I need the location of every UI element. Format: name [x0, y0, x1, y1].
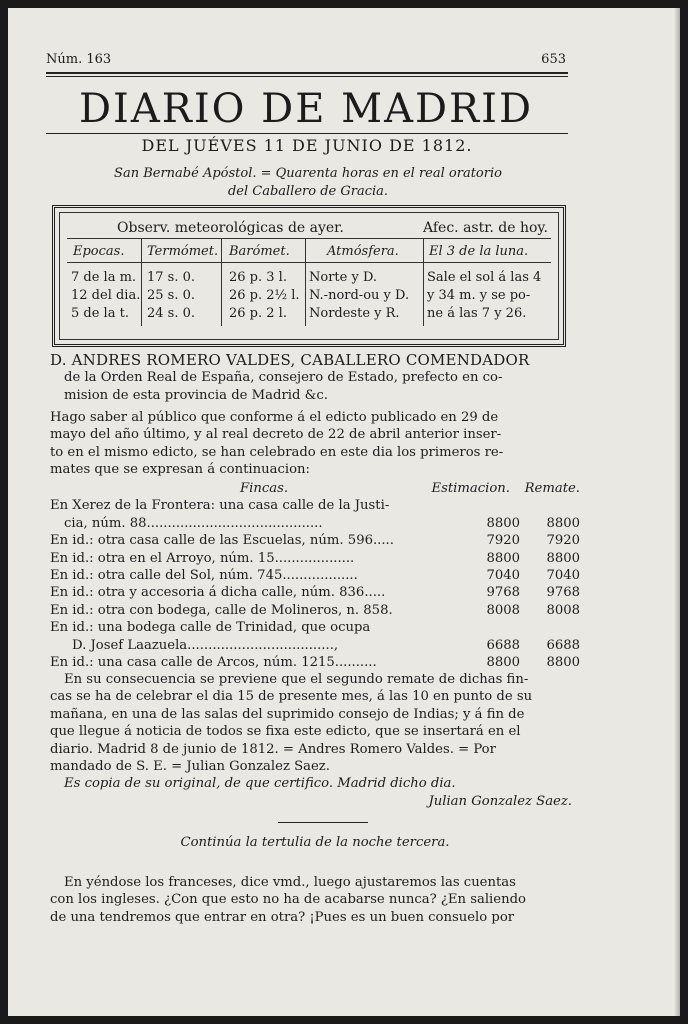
col-luna: El 3 de la luna.	[429, 244, 529, 259]
property-estimate: 8800	[486, 654, 520, 670]
text-line: mandado de S. E. = Julian Gonzalez Saez.	[50, 759, 330, 775]
page-header	[46, 52, 566, 67]
text-line: con los ingleses. ¿Con que esto no ha de acabarse nunca? ¿En saliendo	[50, 892, 526, 908]
edict-heading-line: de la Orden Real de España, consejero de Estado, prefecto en co-	[64, 370, 503, 386]
row-atmosphere: Nordeste y R.	[309, 306, 400, 321]
table-row	[50, 532, 580, 549]
masthead-title: DIARIO DE MADRID	[78, 86, 534, 132]
table-row	[50, 602, 580, 619]
text-line: cas se ha de celebrar el dia 15 de presente mes, á las 10 en punto de su	[50, 689, 533, 705]
property-estimate: 7040	[486, 567, 520, 583]
issue-number: Núm. 163	[46, 52, 112, 67]
row-atmosphere: Norte y D.	[309, 270, 378, 285]
property-auction	[530, 619, 580, 636]
edict-heading-block	[50, 352, 580, 404]
row-astro: y 34 m. y se po-	[427, 288, 531, 303]
table-row	[50, 515, 580, 532]
property-auction: 8008	[546, 602, 580, 618]
property-description: En id.: otra y accesoria á dicha calle, núm. 836.....	[50, 585, 386, 601]
property-description: En id.: una bodega calle de Trinidad, que ocupa	[50, 620, 371, 636]
table-row	[50, 497, 580, 514]
col-atmosfera: Atmósfera.	[327, 244, 399, 259]
header-rule	[46, 72, 568, 74]
property-estimate: 8800	[486, 550, 520, 566]
table-row	[50, 654, 580, 671]
weather-divider	[221, 238, 222, 326]
property-estimate: 9768	[486, 585, 520, 601]
row-temp: 25 s. 0.	[147, 288, 196, 303]
property-auction: 9768	[546, 585, 580, 601]
edict-heading-line: mision de esta provincia de Madrid &c.	[64, 387, 328, 403]
edict-heading: D. ANDRES ROMERO VALDES, CABALLERO COMENDADOR	[50, 351, 530, 369]
property-description: En id.: otra calle del Sol, núm. 745..................	[50, 567, 358, 583]
weather-divider	[423, 238, 424, 326]
property-estimate	[458, 619, 530, 636]
text-line: En su consecuencia se previene que el segundo remate de dichas fin-	[64, 672, 529, 687]
row-pressure: 26 p. 2½ l.	[229, 288, 300, 303]
copy-certification: Es copia de su original, de que certifico. Madrid dicho dia.	[64, 776, 456, 792]
property-estimate: 7920	[486, 533, 520, 549]
property-description: En id.: otra en el Arroyo, núm. 15...................	[50, 550, 355, 566]
property-description: En Xerez de la Frontera: una casa calle de la Justi-	[50, 498, 390, 514]
section-divider	[278, 822, 368, 823]
text-line: Hago saber al público que conforme á el edicto publicado en 29 de	[50, 410, 499, 425]
auction-table	[50, 480, 580, 671]
table-row	[50, 550, 580, 567]
property-estimate: 8800	[486, 515, 520, 531]
text-line: En yéndose los franceses, dice vmd., luego ajustaremos las cuentas	[64, 875, 516, 890]
weather-head-astro: Afec. astr. de hoy.	[423, 220, 548, 236]
text-line: diario. Madrid 8 de junio de 1812. = Andres Romero Valdes. = Por	[50, 741, 496, 757]
row-time: 7 de la m.	[71, 270, 137, 285]
table-row	[50, 619, 580, 636]
title-rule	[46, 133, 568, 134]
property-auction: 8800	[546, 515, 580, 531]
col-fincas: Fincas.	[240, 481, 289, 496]
property-auction: 8800	[546, 654, 580, 670]
signature: Julian Gonzalez Saez.	[428, 793, 572, 809]
text-line: que llegue á noticia de todos se fixa este edicto, que se insertará en el	[50, 724, 521, 740]
weather-divider	[305, 238, 306, 326]
property-description: En id.: otra casa calle de las Escuelas, núm. 596.....	[50, 533, 394, 549]
text-line: to en el mismo edicto, se han celebrado en este dia los primeros re-	[50, 444, 504, 460]
table-row	[50, 637, 580, 654]
weather-rule	[67, 238, 551, 239]
weather-table	[52, 205, 566, 347]
saint-of-day	[68, 165, 548, 201]
masthead-date: DEL JUÉVES 11 DE JUNIO DE 1812.	[141, 136, 473, 155]
row-pressure: 26 p. 2 l.	[229, 306, 287, 321]
text-line: de una tendremos que entrar en otra? ¡Pues es un buen consuelo por	[50, 909, 515, 925]
row-atmosphere: N.-nord-ou y D.	[309, 288, 410, 303]
property-description: D. Josef Laazuela...................................,	[72, 637, 339, 653]
row-pressure: 26 p. 3 l.	[229, 270, 287, 285]
edict-paragraph	[50, 409, 580, 479]
tertulia-title: Continúa la tertulia de la noche tercera.	[180, 835, 450, 850]
saint-line: del Caballero de Gracia.	[227, 184, 389, 199]
text-line: mayo del año último, y al real decreto de 22 de abril anterior inser-	[50, 427, 502, 443]
tertulia-text	[50, 874, 580, 926]
header-rule-thin	[46, 76, 568, 77]
weather-divider	[141, 238, 142, 326]
property-auction	[530, 497, 580, 514]
table-row	[50, 567, 580, 584]
row-astro: ne á las 7 y 26.	[427, 306, 527, 321]
col-termometro: Termómet.	[147, 244, 219, 259]
row-astro: Sale el sol á las 4	[427, 270, 542, 285]
property-auction: 6688	[546, 637, 580, 653]
auction-table-header	[50, 480, 580, 497]
weather-head-observations: Observ. meteorológicas de ayer.	[117, 220, 344, 236]
property-auction: 8800	[546, 550, 580, 566]
property-description: En id.: una casa calle de Arcos, núm. 1215..........	[50, 654, 377, 670]
property-auction: 7040	[546, 567, 580, 583]
col-remate: Remate.	[524, 481, 580, 496]
table-row	[50, 584, 580, 601]
text-line: mates que se expresan á continuacion:	[50, 462, 310, 478]
row-time: 5 de la t.	[71, 306, 129, 321]
property-description: En id.: otra con bodega, calle de Molineros, n. 858.	[50, 602, 393, 618]
property-estimate: 6688	[486, 637, 520, 653]
col-barometro: Barómet.	[229, 244, 290, 259]
property-estimate: 8008	[486, 602, 520, 618]
newspaper-page	[8, 8, 680, 1016]
col-epocas: Epocas.	[73, 244, 125, 259]
property-description: cia, núm. 88..........................................	[64, 515, 323, 531]
weather-rule	[67, 262, 551, 263]
text-line: mañana, en una de las salas del suprimido consejo de Indias; y á fin de	[50, 706, 525, 722]
property-auction: 7920	[546, 533, 580, 549]
property-estimate	[458, 497, 530, 514]
col-estimacion: Estimacion.	[431, 481, 510, 496]
edict-paragraph	[50, 671, 580, 810]
page-number: 653	[541, 52, 566, 67]
row-temp: 24 s. 0.	[147, 306, 196, 321]
row-temp: 17 s. 0.	[147, 270, 196, 285]
row-time: 12 del dia.	[71, 288, 141, 303]
saint-line: San Bernabé Apóstol. = Quarenta horas en el real oratorio	[114, 166, 502, 181]
